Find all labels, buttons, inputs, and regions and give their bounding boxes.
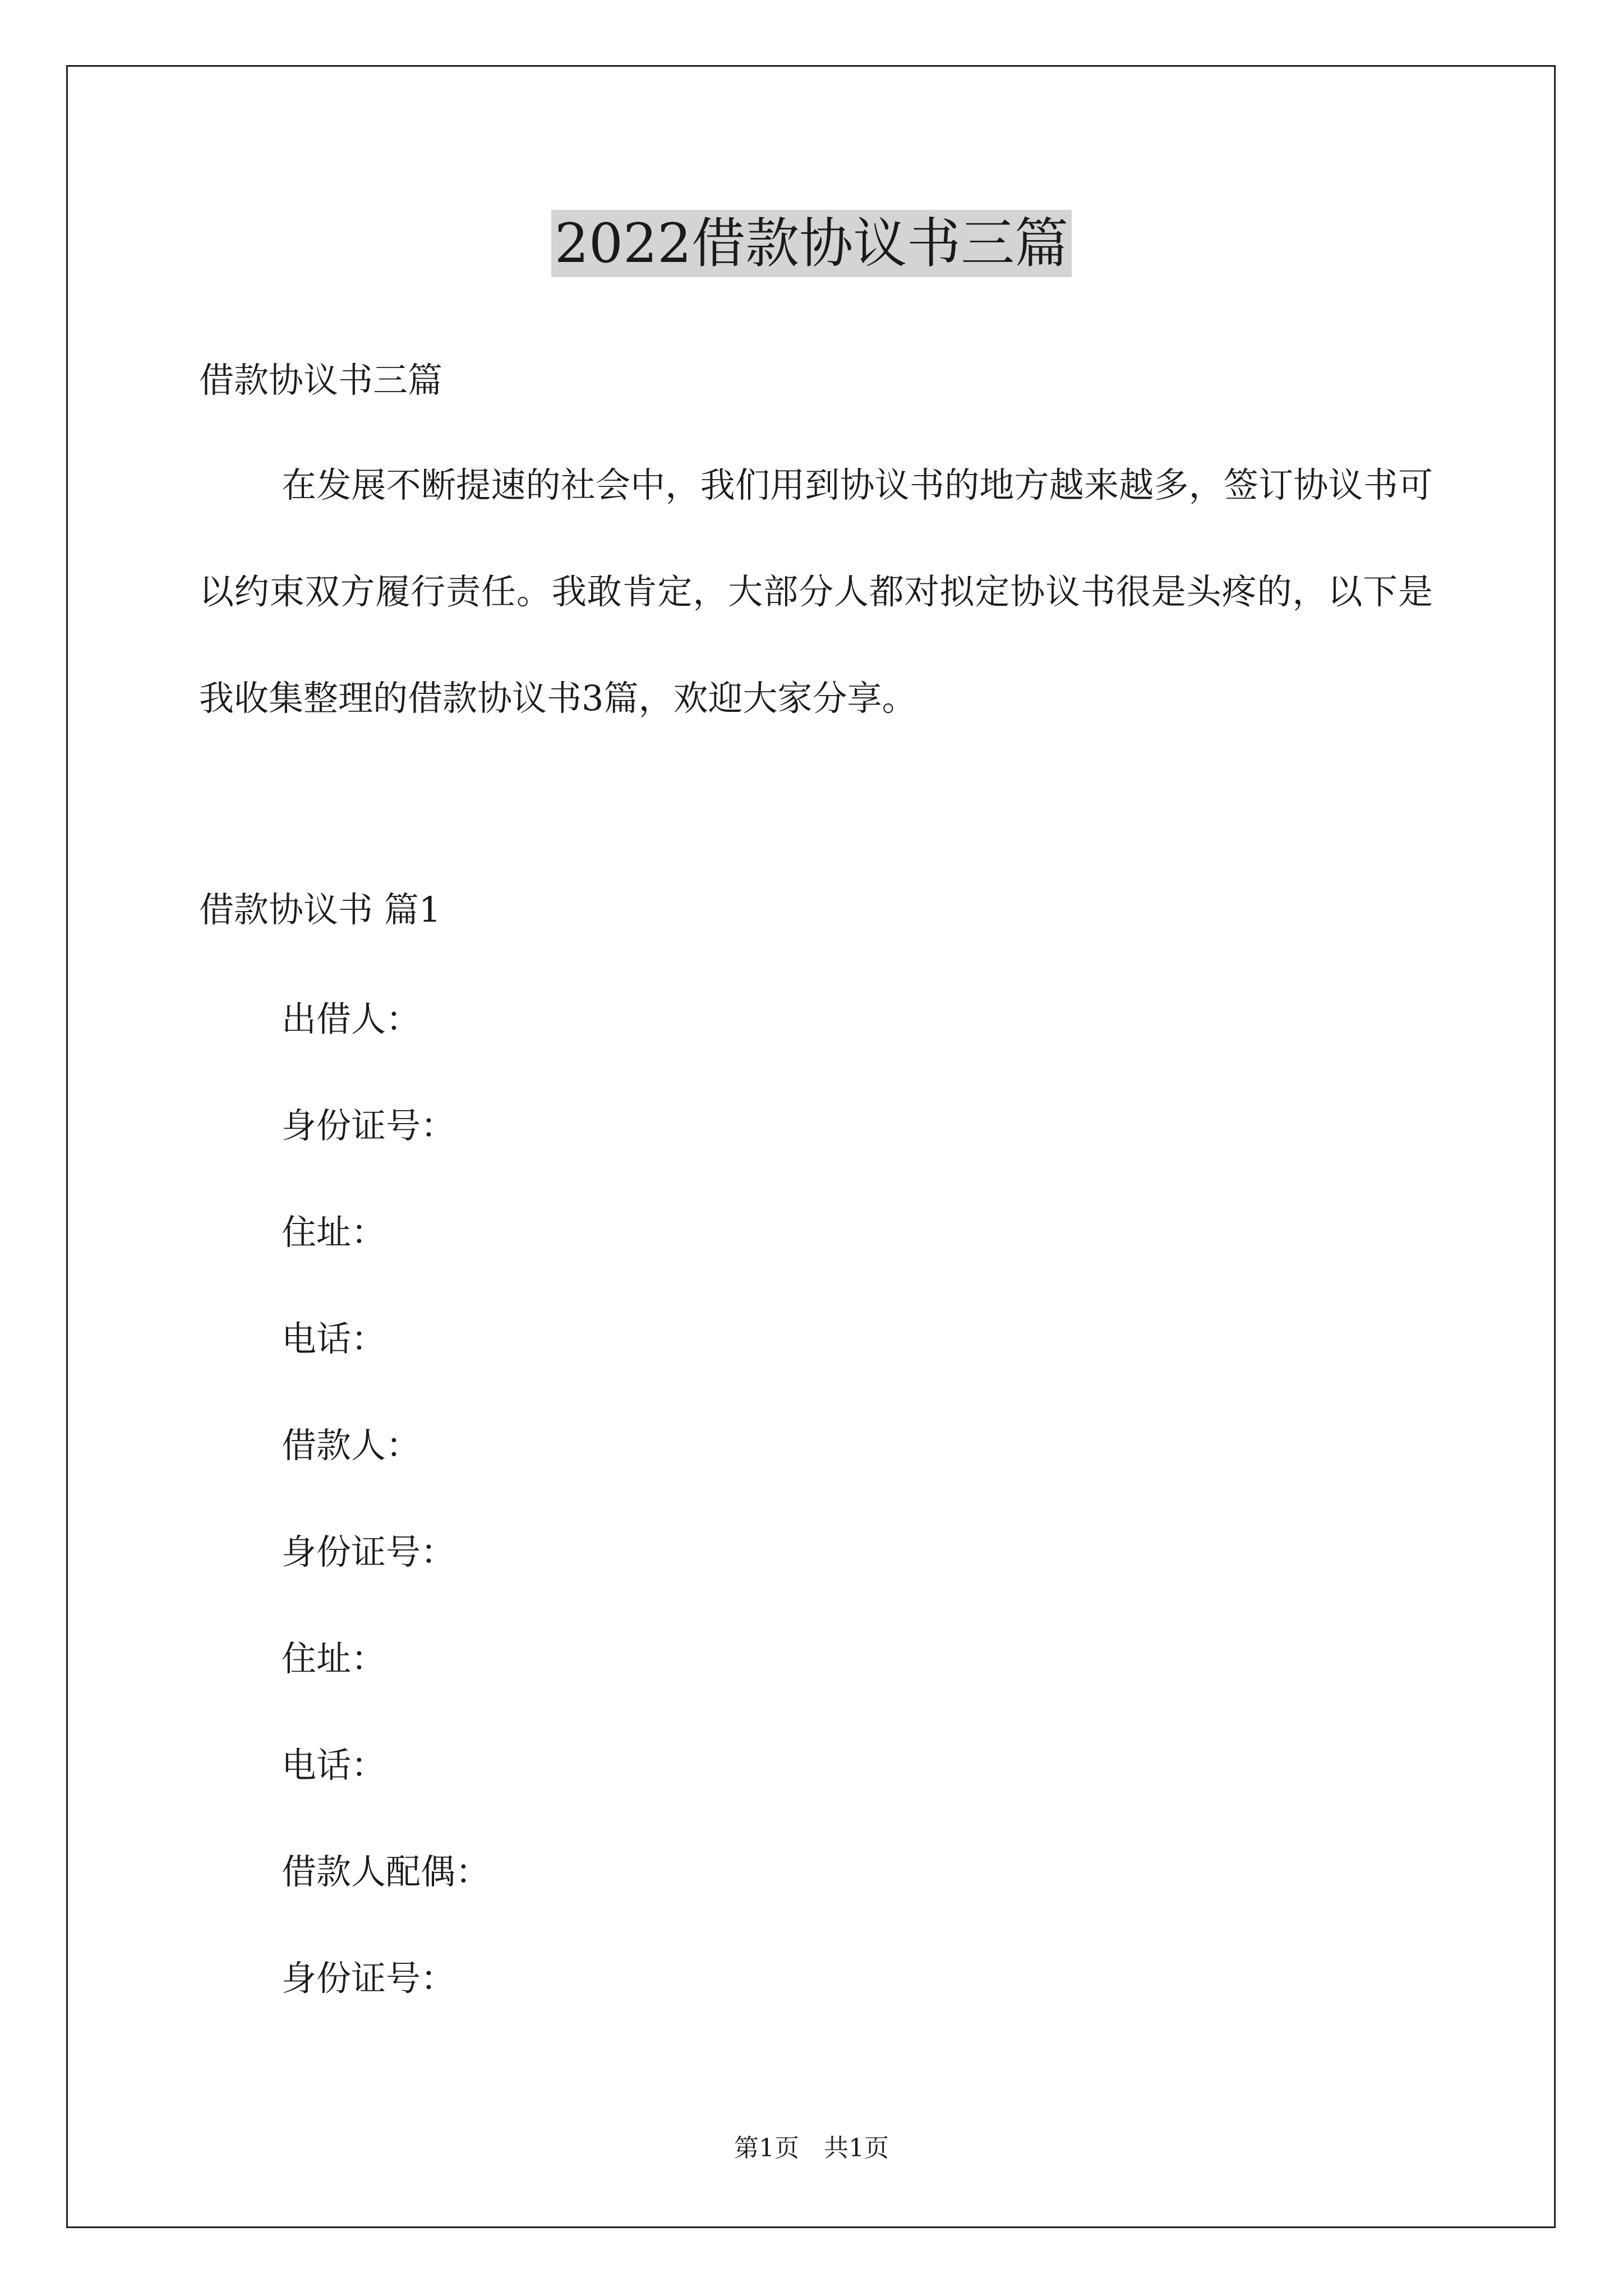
field-borrower: 借款人： <box>282 1425 421 1466</box>
field-lender-id: 身份证号： <box>282 1105 456 1146</box>
section-heading: 借款协议书 篇1 <box>199 889 441 930</box>
field-borrower-phone: 电话： <box>282 1745 386 1786</box>
field-lender-phone: 电话： <box>282 1318 386 1359</box>
field-borrower-spouse: 借款人配偶： <box>282 1851 491 1892</box>
intro-paragraph: 在发展不断提速的社会中，我们用到协议书的地方越来越多，签订协议书可以约束双方履行责任。我敢肯定，大部分人都对拟定协议书很是头疼的，以下是我收集整理的借款协议书3篇，欢迎大家分享。 <box>199 464 1433 719</box>
field-borrower-id: 身份证号： <box>282 1531 456 1572</box>
field-lender-address: 住址： <box>282 1212 386 1253</box>
document-title-text: 2022借款协议书三篇 <box>551 210 1072 277</box>
field-borrower-address: 住址： <box>282 1638 386 1679</box>
document-title <box>0 205 1623 282</box>
field-spouse-id: 身份证号： <box>282 1958 456 1999</box>
field-lender: 出借人： <box>282 999 421 1039</box>
page-footer: 第1页 共1页 <box>734 2134 889 2162</box>
document-subtitle: 借款协议书三篇 <box>199 360 443 401</box>
